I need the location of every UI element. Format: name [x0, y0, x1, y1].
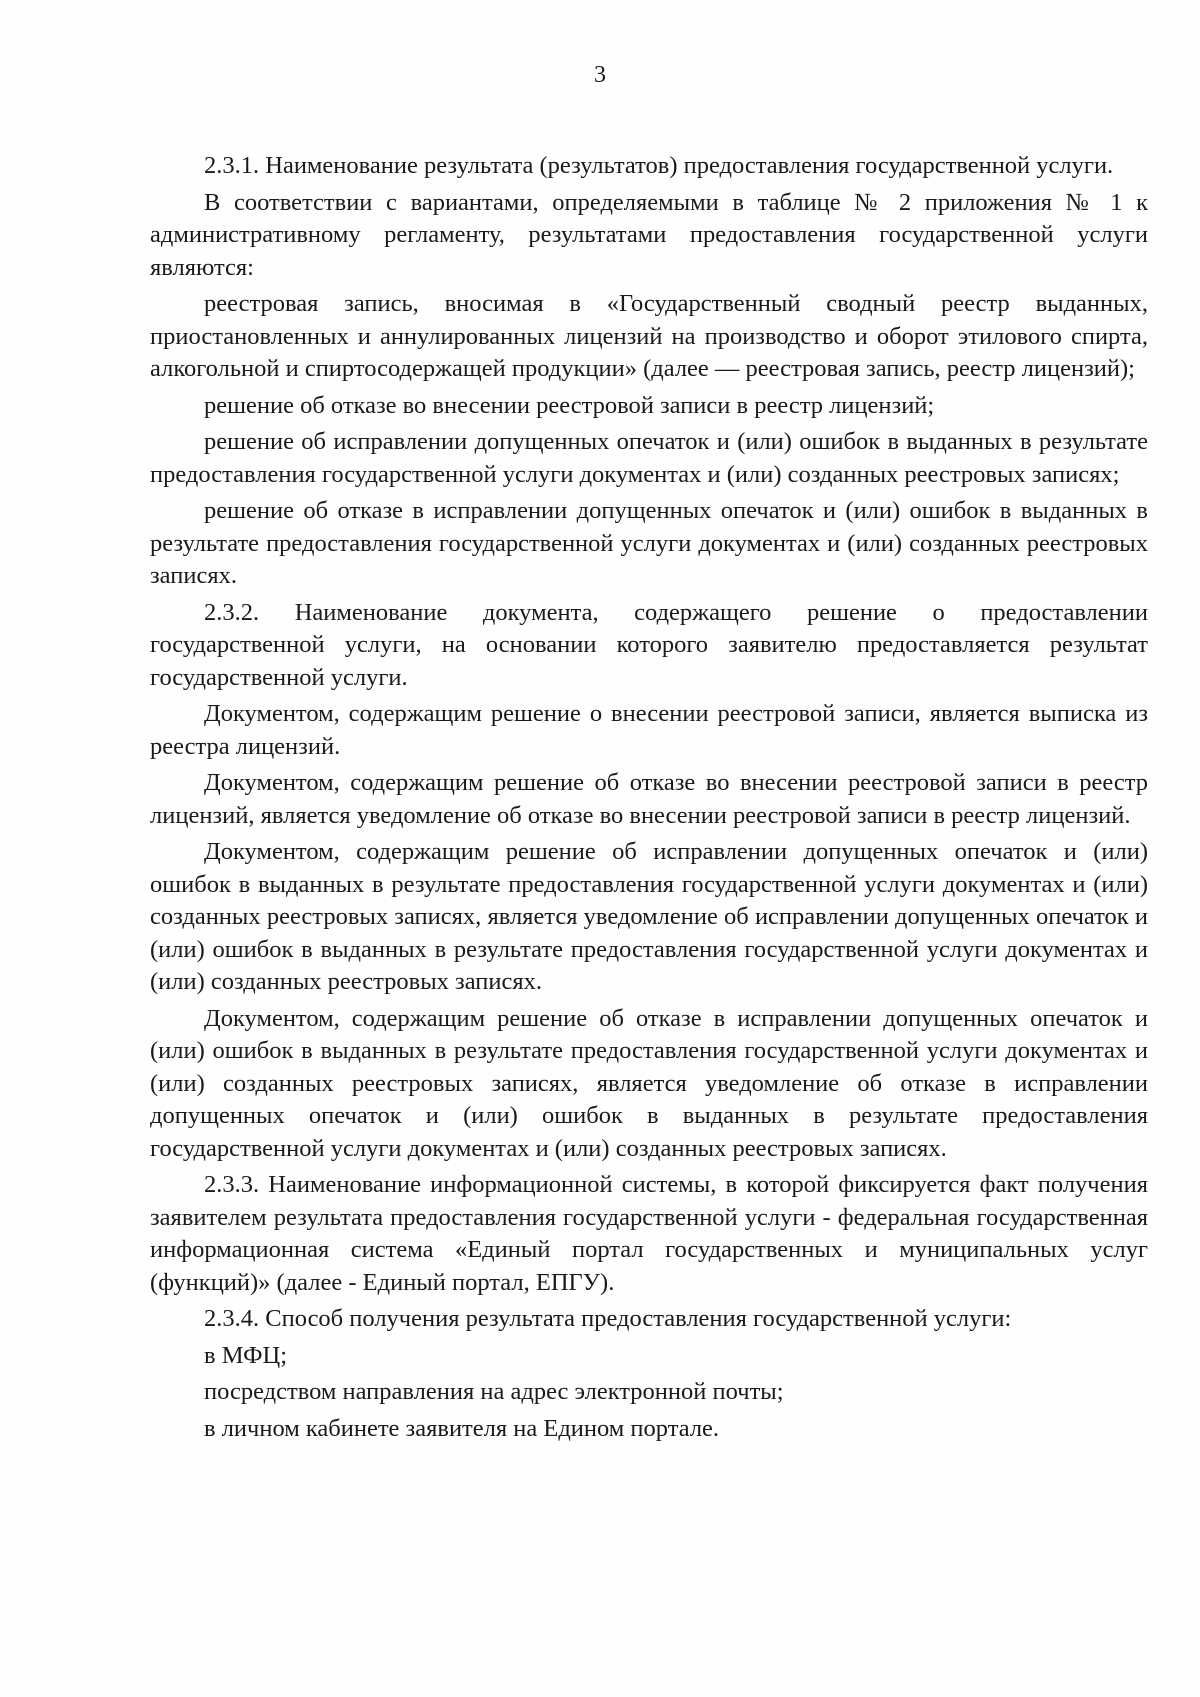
section-heading-2-3-4: 2.3.4. Способ получения результата предоставления государственной услуги:: [204, 1305, 1012, 1332]
section-heading-2-3-3: 2.3.3. Наименование информационной системы, в которой фиксируется факт получения заявителем результата предоставления государственной услуги - федеральная государственная информационная система «Единый портал государственных и муниципальных услуг (функций)» (далее - Единый портал, ЕПГУ).: [150, 1171, 1148, 1296]
section-heading-2-3-2: 2.3.2. Наименование документа, содержащего решение о предоставлении государственной услуги, на основании которого заявителю предоставляется результат государственной услуги.: [150, 598, 1148, 691]
paragraph-results-intro: В соответствии с вариантами, определяемыми в таблице № 2 приложения № 1 к административному регламенту, результатами предоставления государственной услуги являются:: [150, 188, 1148, 281]
result-item-registry-entry: реестровая запись, вносимая в «Государственный сводный реестр выданных, приостановленных и аннулированных лицензий на производство и оборот этилового спирта, алкогольной и спиртосодержащей продукции» (далее — реестровая запись, реестр лицензий);: [150, 290, 1148, 382]
section-heading-2-3-1: 2.3.1. Наименование результата (результатов) предоставления государственной услуги.: [204, 152, 1114, 179]
document-body: [150, 150, 1148, 1445]
result-item-correction: решение об исправлении допущенных опечаток и (или) ошибок в выданных в результате предоставления государственной услуги документах и (или) созданных реестровых записях;: [150, 428, 1148, 488]
paragraph-document-refusal-correction: Документом, содержащим решение об отказе в исправлении допущенных опечаток и (или) ошибок в выданных в результате предоставления государственной услуги документах и (или) созданных реестровых записях, является уведомление об отказе в исправлении допущенных опечаток и (или) ошибок в выданных в результате предоставления государственной услуги документах и (или) созданных реестровых записях.: [150, 1004, 1148, 1162]
paragraph-document-refusal-entry: Документом, содержащим решение об отказе во внесении реестровой записи в реестр лицензий, является уведомление об отказе во внесении реестровой записи в реестр лицензий.: [150, 769, 1148, 829]
page-number: 3: [594, 62, 606, 88]
result-item-refusal-correction: решение об отказе в исправлении допущенных опечаток и (или) ошибок в выданных в результате предоставления государственной услуги документах и (или) созданных реестровых записях.: [150, 497, 1148, 589]
method-item-email: посредством направления на адрес электронной почты;: [204, 1378, 784, 1405]
method-item-portal: в личном кабинете заявителя на Едином портале.: [204, 1414, 720, 1442]
method-item-mfc: в МФЦ;: [204, 1341, 288, 1369]
result-item-refusal-entry: решение об отказе во внесении реестровой записи в реестр лицензий;: [204, 391, 935, 419]
paragraph-document-correction: Документом, содержащим решение об исправлении допущенных опечаток и (или) ошибок в выданных в результате предоставления государственной услуги документах и (или) созданных реестровых записях, является уведомление об исправлении допущенных опечаток и (или) ошибок в выданных в результате предоставления государственной услуги документах и (или) созданных реестровых записях.: [150, 838, 1148, 995]
paragraph-document-entry: Документом, содержащим решение о внесении реестровой записи, является выписка из реестра лицензий.: [150, 700, 1148, 760]
